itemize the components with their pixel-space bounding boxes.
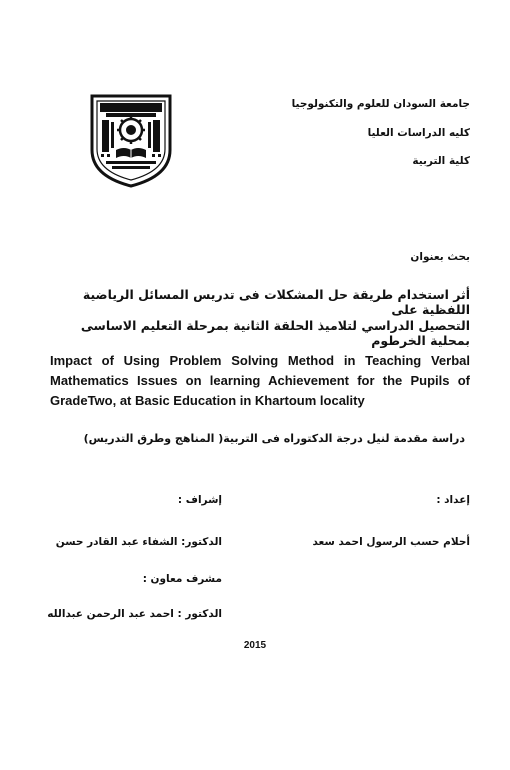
prepared-by-name: أحلام حسب الرسول احمد سعد bbox=[312, 536, 470, 548]
title-english-line-2: Mathematics Issues on learning Achievement for the Pupils of bbox=[50, 373, 470, 388]
co-supervisor-label: مشرف معاون : bbox=[142, 573, 222, 585]
co-supervisor-name: الدكتور : احمد عبد الرحمن عبدالله bbox=[47, 608, 222, 620]
supervisor-name: الدكتور: الشفاء عبد القادر حسن bbox=[55, 536, 222, 548]
supervisor-label: إشراف : bbox=[177, 494, 222, 506]
university-name: جامعة السودان للعلوم والتكنولوجيا bbox=[291, 98, 470, 110]
prepared-by-label: إعداد : bbox=[436, 494, 470, 506]
title-arabic-line-2: التحصيل الدراسي لتلاميذ الحلقة الثانية بمرحلة التعليم الاساسى بمحلية الخرطوم bbox=[80, 318, 470, 348]
degree-statement: دراسة مقدمة لنيل درجة الدكتوراه فى التربية( المناهج وطرق التدريس) bbox=[83, 432, 465, 445]
graduate-college-name: كليه الدراسات العليا bbox=[367, 127, 470, 139]
title-arabic-line-1: أثر استخدام طريقة حل المشكلات فى تدريس المسائل الرياضية اللفظية على bbox=[82, 287, 470, 317]
education-college-name: كلية التربية bbox=[412, 155, 470, 167]
year: 2015 bbox=[243, 640, 267, 651]
title-english-line-1: Impact of Using Problem Solving Method in Teaching Verbal bbox=[50, 353, 470, 368]
title-english bbox=[50, 351, 470, 411]
research-label: بحث بعنوان bbox=[410, 251, 470, 263]
university-crest-logo bbox=[88, 92, 174, 188]
title-english-line-3: GradeTwo, at Basic Education in Khartoum locality bbox=[50, 393, 365, 408]
